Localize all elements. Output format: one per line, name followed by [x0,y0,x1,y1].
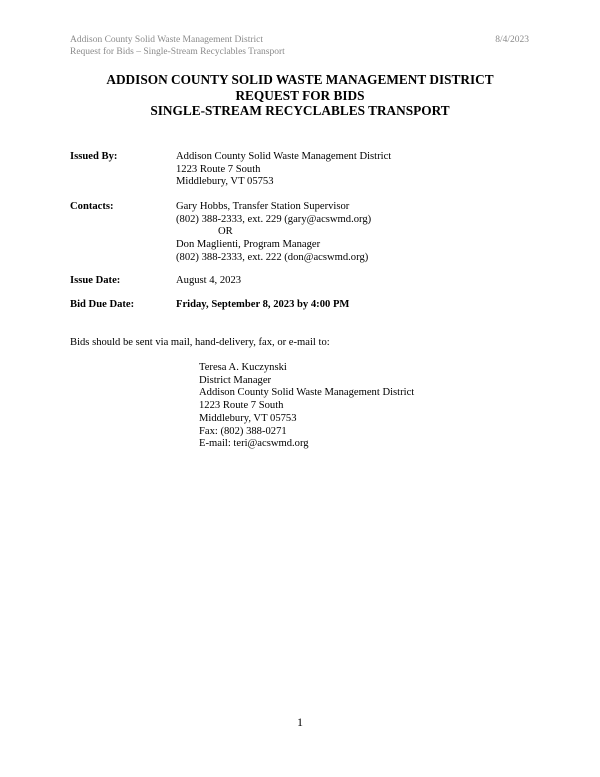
header-date: 8/4/2023 [495,35,529,45]
issue-date-value: August 4, 2023 [176,275,242,286]
header-subject: Request for Bids – Single-Stream Recyclables Transport [70,47,285,57]
bid-due-date-label: Bid Due Date: [70,299,135,310]
title-line-organization: ADDISON COUNTY SOLID WASTE MANAGEMENT DISTRICT [106,72,494,87]
issued-by-value [176,151,391,189]
issue-date-label: Issue Date: [70,275,121,286]
recipient-line: District Manager [199,374,272,386]
page-number: 1 [297,715,303,729]
contact-or: OR [218,226,233,238]
document-title [0,72,600,119]
contact-line: (802) 388-2333, ext. 222 (don@acswmd.org) [176,251,369,263]
recipient-line: Addison County Solid Waste Management District [199,387,415,399]
title-line-request: REQUEST FOR BIDS [235,87,365,103]
contact-line: Gary Hobbs, Transfer Station Supervisor [176,201,350,212]
contacts-label: Contacts: [70,201,114,212]
recipient-fax: Fax: (802) 388-0271 [199,425,287,437]
recipient-address [199,362,414,451]
submission-instructions: Bids should be sent via mail, hand-delivery, fax, or e-mail to: [70,337,330,348]
recipient-email: E-mail: teri@acswmd.org [199,438,309,450]
contacts-value [176,201,371,265]
issued-by-line: 1223 Route 7 South [176,163,261,175]
recipient-line: Middlebury, VT 05753 [199,412,297,424]
contact-line: Don Maglienti, Program Manager [176,239,321,251]
bid-due-date-value: Friday, September 8, 2023 by 4:00 PM [176,299,350,310]
running-header [70,34,285,58]
issued-by-label: Issued By: [70,151,118,162]
contact-line: (802) 388-2333, ext. 229 (gary@acswmd.org) [176,213,372,225]
recipient-line: 1223 Route 7 South [199,400,284,412]
issued-by-line: Middlebury, VT 05753 [176,176,274,188]
header-organization: Addison County Solid Waste Management District [70,35,264,45]
issued-by-line: Addison County Solid Waste Management District [176,151,392,162]
title-line-subject: SINGLE-STREAM RECYCLABLES TRANSPORT [150,103,450,118]
recipient-line: Teresa A. Kuczynski [199,362,287,373]
